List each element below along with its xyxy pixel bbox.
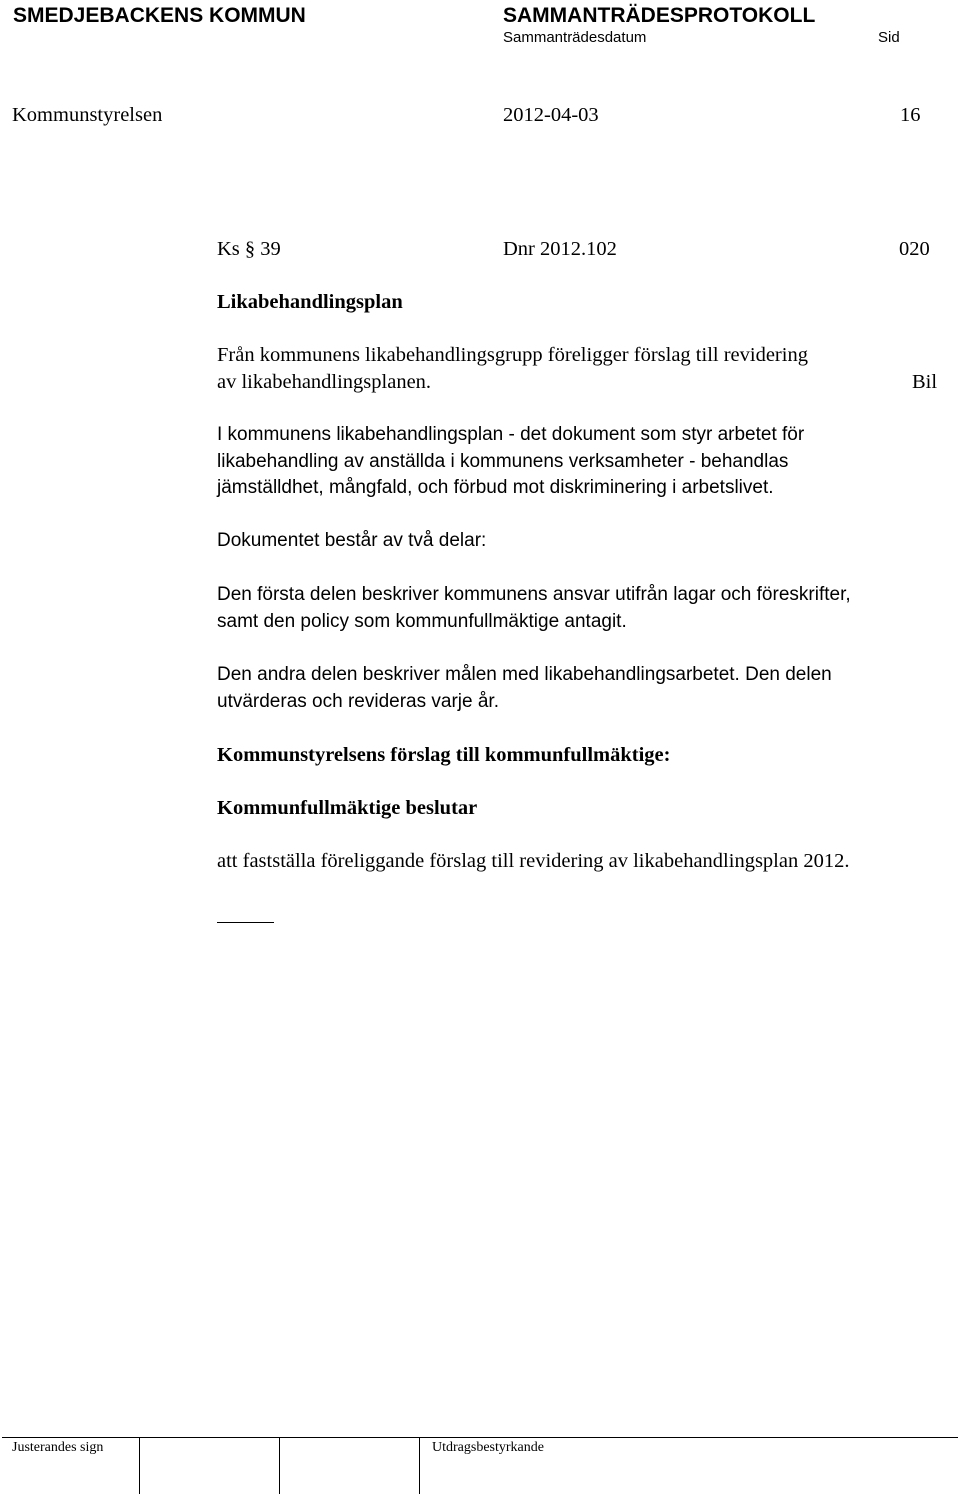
footer-divider-1 [139, 1438, 140, 1494]
date-label: Sammanträdesdatum [503, 29, 647, 46]
end-rule [217, 922, 274, 923]
intro-line-2: av likabehandlingsplanen. [217, 371, 432, 393]
committee-name: Kommunstyrelsen [12, 104, 163, 126]
meeting-date: 2012-04-03 [503, 104, 599, 126]
paragraph4-line-1: Den andra delen beskriver målen med likabehandlingsarbetet. Den delen [217, 664, 832, 685]
paragraph3-line-1: Den första delen beskriver kommunens ansvar utifrån lagar och föreskrifter, [217, 584, 851, 605]
paragraph1-line-2: likabehandling av anställda i kommunens verksamheter - behandlas [217, 451, 789, 472]
sign-label: Justerandes sign [12, 1440, 104, 1455]
extract-label: Utdragsbestyrkande [432, 1440, 544, 1455]
page-label: Sid [878, 29, 900, 46]
page-number: 16 [900, 104, 921, 126]
municipality-name: SMEDJEBACKENS KOMMUN [13, 4, 306, 27]
case-title: Likabehandlingsplan [217, 291, 403, 313]
paragraph1-line-3: jämställdhet, mångfald, och förbud mot diskriminering i arbetslivet. [217, 477, 774, 498]
paragraph3-line-2: samt den policy som kommunfullmäktige antagit. [217, 611, 627, 632]
document-type: SAMMANTRÄDESPROTOKOLL [503, 4, 816, 27]
proposal-heading: Kommunstyrelsens förslag till kommunfullmäktige: [217, 744, 671, 766]
case-number: Ks § 39 [217, 238, 281, 260]
case-code: 020 [899, 238, 930, 260]
decision-text: att fastställa föreliggande förslag till revidering av likabehandlingsplan 2012. [217, 850, 850, 872]
case-dnr: Dnr 2012.102 [503, 238, 617, 260]
decision-heading: Kommunfullmäktige beslutar [217, 797, 478, 819]
intro-line-1: Från kommunens likabehandlingsgrupp föreligger förslag till revidering [217, 344, 808, 366]
attachment-label: Bil [912, 371, 938, 393]
footer-divider-2 [279, 1438, 280, 1494]
paragraph2: Dokumentet består av två delar: [217, 530, 487, 551]
paragraph1-line-1: I kommunens likabehandlingsplan - det dokument som styr arbetet för [217, 424, 805, 445]
footer-divider-3 [419, 1438, 420, 1494]
paragraph4-line-2: utvärderas och revideras varje år. [217, 691, 499, 712]
footer-rule [2, 1437, 958, 1438]
